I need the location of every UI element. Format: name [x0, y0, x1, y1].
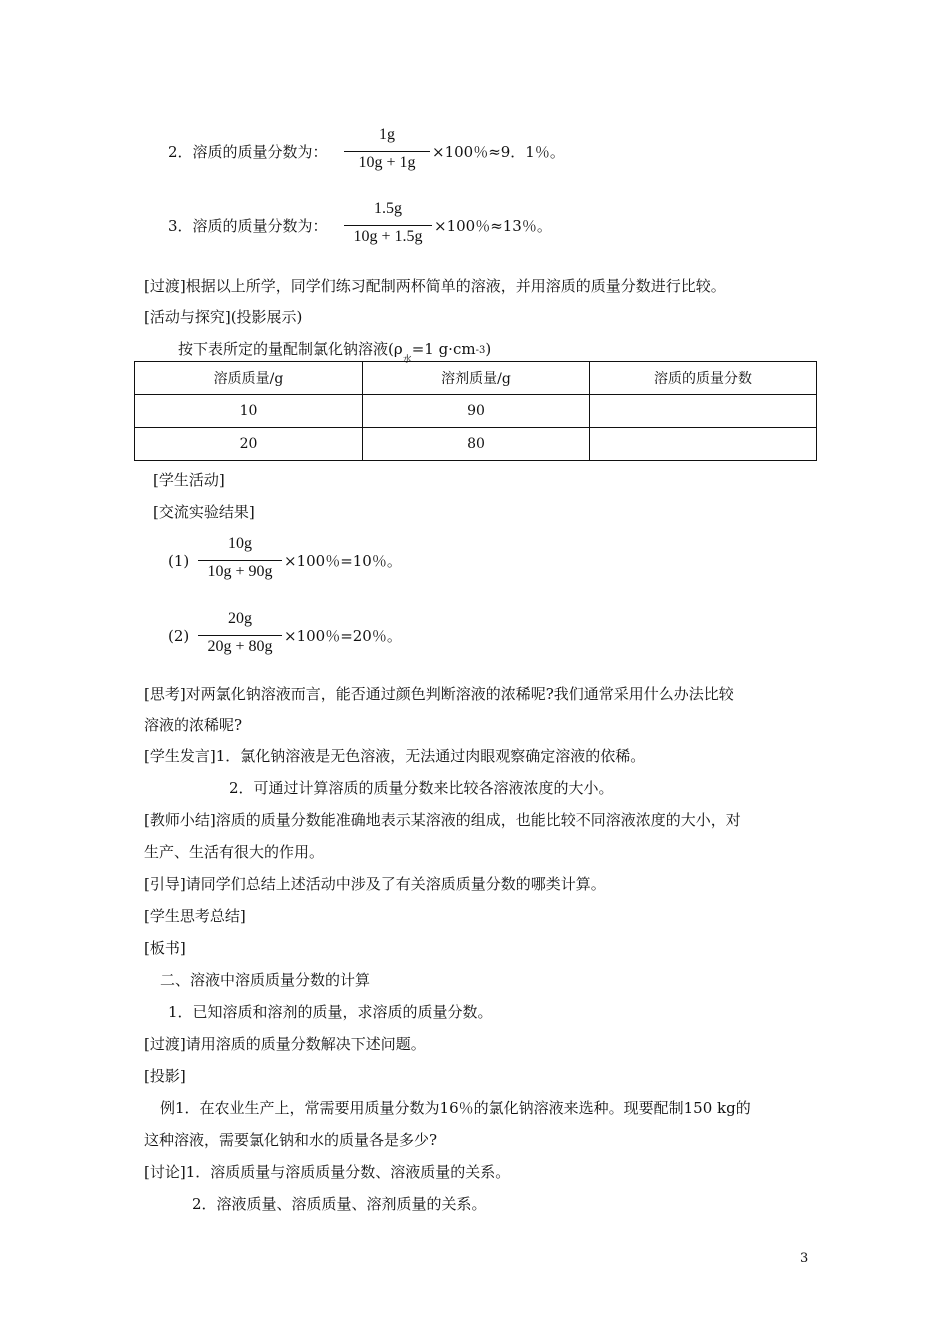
page-number: 3 — [800, 1251, 809, 1266]
student-speech-1: [学生发言]1．氯化钠溶液是无色溶液，无法通过肉眼观察确定溶液的依稀。 — [144, 747, 646, 765]
table-cell — [590, 428, 817, 461]
think-question: [思考]对两氯化钠溶液而言，能否通过颜色判断溶液的浓稀呢?我们通常采用什么办法比较 — [144, 685, 734, 703]
fraction-bar — [344, 225, 432, 226]
discussion-2: 2．溶液质量、溶质质量、溶剂质量的关系。 — [192, 1195, 487, 1213]
table-cell: 90 — [363, 395, 590, 428]
example-1-cont: 这种溶液，需要氯化钠和水的质量各是多少? — [144, 1131, 438, 1149]
table-cell: 20 — [135, 428, 363, 461]
student-think-summary: [学生思考总结] — [144, 907, 246, 925]
result-1-denominator: 10g + 90g — [207, 563, 273, 580]
table-row — [135, 428, 817, 461]
header-solvent-mass: 溶剂质量/g — [363, 362, 590, 395]
transition-paragraph: [过渡]根据以上所学，同学们练习配制两杯简单的溶液，并用溶质的质量分数进行比较。 — [144, 277, 726, 295]
header-mass-fraction: 溶质的质量分数 — [590, 362, 817, 395]
section-item-1: 1．已知溶质和溶剂的质量，求溶质的质量分数。 — [168, 1003, 493, 1021]
caption-superscript: -3 — [475, 345, 486, 356]
item-2-fraction — [344, 126, 430, 178]
caption-subscript: 水 — [402, 355, 412, 365]
header-solute-mass: 溶质质量/g — [135, 362, 363, 395]
transition-2: [过渡]请用溶质的质量分数解决下述问题。 — [144, 1035, 426, 1053]
activity-heading: [活动与探究](投影展示) — [144, 308, 303, 326]
result-1-fraction — [198, 535, 282, 587]
fraction-bar — [344, 151, 430, 152]
discussion-1: [讨论]1．溶质质量与溶质质量分数、溶液质量的关系。 — [144, 1163, 511, 1181]
student-activity-heading: [学生活动] — [153, 471, 225, 489]
table-header-row — [135, 362, 817, 395]
result-2-numerator: 20g — [228, 610, 252, 627]
item-2-result: ×100％≈9．1％。 — [432, 143, 565, 161]
result-2-value: ×100％=20％。 — [284, 627, 402, 645]
result-2-denominator: 20g + 80g — [207, 638, 273, 655]
item-3-denominator: 10g + 1.5g — [353, 228, 423, 245]
item-3-numerator: 1.5g — [374, 200, 402, 217]
table-cell — [590, 395, 817, 428]
example-1: 例1．在农业生产上，常需要用质量分数为16％的氯化钠溶液来选种。现要配制150 kg的 — [160, 1099, 751, 1117]
caption-mid: =1 g·cm — [411, 340, 476, 358]
result-1-numerator: 10g — [228, 535, 252, 552]
caption-main: 按下表所定的量配制氯化钠溶液(ρ — [178, 340, 403, 358]
caption-end: ) — [485, 340, 492, 358]
student-speech-2: 2．可通过计算溶质的质量分数来比较各溶液浓度的大小。 — [229, 779, 614, 797]
guide-paragraph: [引导]请同学们总结上述活动中涉及了有关溶质质量分数的哪类计算。 — [144, 875, 606, 893]
board-heading: [板书] — [144, 939, 186, 957]
result-2-label: (2) — [168, 627, 190, 645]
teacher-summary-cont: 生产、生活有很大的作用。 — [144, 843, 325, 861]
item-2-label: 2．溶质的质量分数为： — [168, 143, 328, 161]
teacher-summary: [教师小结]溶质的质量分数能准确地表示某溶液的组成，也能比较不同溶液浓度的大小，对 — [144, 811, 741, 829]
item-2-numerator: 1g — [379, 126, 395, 143]
fraction-bar — [198, 635, 282, 636]
result-2-fraction — [198, 610, 282, 662]
projection-heading: [投影] — [144, 1067, 186, 1085]
fraction-bar — [198, 560, 282, 561]
item-3-result: ×100％≈13％。 — [434, 217, 552, 235]
item-3-label: 3．溶质的质量分数为： — [168, 217, 328, 235]
table-cell: 80 — [363, 428, 590, 461]
result-1-value: ×100％=10％。 — [284, 552, 402, 570]
solution-table — [134, 361, 817, 461]
exchange-results-heading: [交流实验结果] — [153, 503, 255, 521]
table-caption — [178, 339, 492, 365]
item-3-fraction — [344, 200, 432, 252]
table-cell: 10 — [135, 395, 363, 428]
think-question-cont: 溶液的浓稀呢? — [144, 716, 243, 734]
item-2-denominator: 10g + 1g — [358, 154, 416, 171]
section-heading: 二、溶液中溶质质量分数的计算 — [160, 971, 371, 989]
table-row — [135, 395, 817, 428]
result-1-label: (1) — [168, 552, 190, 570]
